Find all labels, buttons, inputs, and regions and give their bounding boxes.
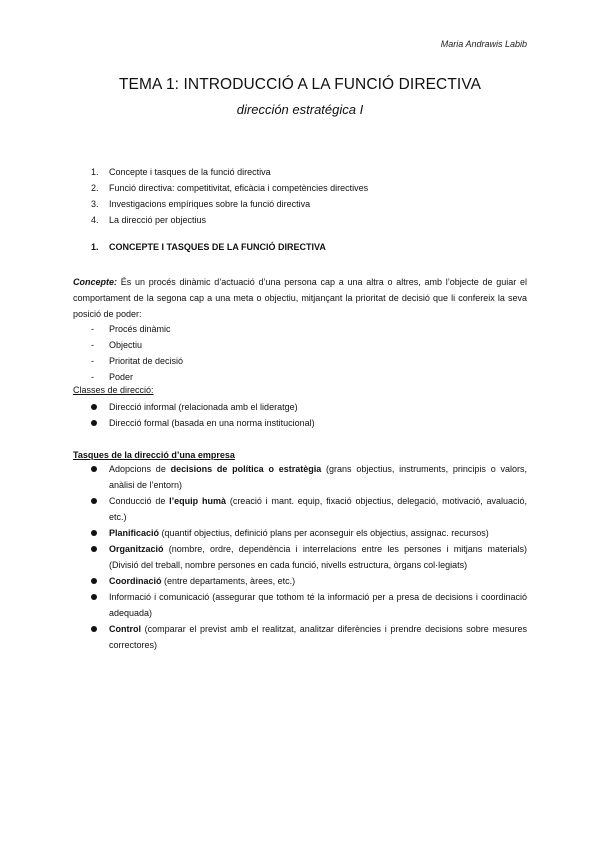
tasks-heading: Tasques de la direcció d’una empresa bbox=[73, 450, 235, 460]
bullet-icon bbox=[91, 594, 97, 600]
list-item-text: Direcció informal (relacionada amb el lideratge) bbox=[109, 402, 298, 412]
concept-label: Concepte: bbox=[73, 277, 118, 287]
bullet-icon bbox=[91, 420, 97, 426]
bullet-icon bbox=[91, 530, 97, 536]
task-keyword: Coordinació bbox=[109, 576, 162, 586]
list-item bbox=[91, 399, 315, 415]
toc-item-number: 2. bbox=[91, 183, 99, 193]
toc-item-number: 3. bbox=[91, 199, 99, 209]
task-keyword: decisions de política o estratègia bbox=[170, 464, 322, 474]
toc-item bbox=[91, 212, 368, 228]
list-item bbox=[91, 525, 527, 541]
toc-item-label: Investigacions empíriques sobre la funció directiva bbox=[109, 199, 311, 209]
toc-item-number: 4. bbox=[91, 215, 99, 225]
list-item bbox=[91, 321, 183, 337]
toc-item-label: La direcció per objectius bbox=[109, 215, 207, 225]
list-item bbox=[91, 541, 527, 573]
task-text: Adopcions de bbox=[109, 464, 171, 474]
section-title: CONCEPTE I TASQUES DE LA FUNCIÓ DIRECTIVA bbox=[109, 242, 326, 252]
page-title: TEMA 1: INTRODUCCIÓ A LA FUNCIÓ DIRECTIVA bbox=[118, 76, 482, 93]
task-keyword: Control bbox=[109, 624, 141, 634]
list-item bbox=[91, 589, 527, 621]
list-item-text: Prioritat de decisió bbox=[109, 356, 184, 366]
classes-list bbox=[91, 399, 315, 431]
list-item bbox=[91, 461, 527, 493]
classes-heading: Classes de direcció: bbox=[73, 385, 154, 395]
list-item bbox=[91, 493, 527, 525]
tasks-list bbox=[91, 461, 527, 653]
list-item-text: Poder bbox=[109, 372, 134, 382]
list-item bbox=[91, 415, 315, 431]
bullet-icon bbox=[91, 404, 97, 410]
task-detail: (creació i mant. equip, fixació objectius, delegació, motivació, avaluació, etc.) bbox=[109, 496, 527, 522]
table-of-contents bbox=[91, 164, 368, 228]
task-keyword: l’equip humà bbox=[169, 496, 226, 506]
dash-marker: - bbox=[91, 324, 94, 334]
toc-item-number: 1. bbox=[91, 167, 99, 177]
list-item bbox=[91, 353, 183, 369]
bullet-icon bbox=[91, 626, 97, 632]
bullet-icon bbox=[91, 466, 97, 472]
section-number: 1. bbox=[91, 242, 99, 252]
list-item-text: Direcció formal (basada en una norma institucional) bbox=[109, 418, 315, 428]
list-item-text: Objectiu bbox=[109, 340, 143, 350]
task-detail: (nombre, ordre, dependència i interrelacions entre les persones i mitjans materials) (Divisió del treball, nombre persones en cada funció, nivells estructura, òrgans col·legiats) bbox=[109, 544, 527, 570]
toc-item-label: Funció directiva: competitivitat, eficàcia i competències directives bbox=[109, 183, 369, 193]
list-item bbox=[91, 621, 527, 653]
task-detail: (quantif objectius, definició plans per aconseguir els objectius, assignac. recursos) bbox=[159, 528, 489, 538]
concept-paragraph bbox=[73, 274, 527, 322]
task-detail: (comparar el previst amb el realitzat, analitzar diferències i prendre decisions sobre mesures correctores) bbox=[109, 624, 527, 650]
bullet-icon bbox=[91, 498, 97, 504]
toc-item bbox=[91, 196, 368, 212]
dash-marker: - bbox=[91, 340, 94, 350]
task-keyword: Organització bbox=[109, 544, 164, 554]
task-text: Conducció de bbox=[109, 496, 170, 506]
concept-text: És un procés dinàmic d’actuació d’una persona cap a una altra o altres, amb l’objecte de guiar el comportament de la segona cap a una meta o objectiu, mitjançant la prioritat de decisió que li confereix la seva posició de poder: bbox=[73, 277, 527, 319]
toc-item-label: Concepte i tasques de la funció directiva bbox=[109, 167, 271, 177]
task-detail: (entre departaments, àrees, etc.) bbox=[161, 576, 296, 586]
task-detail: (grans objectius, instruments, principis o valors, anàlisi de l’entorn) bbox=[109, 464, 528, 490]
section-heading bbox=[91, 242, 326, 252]
toc-item bbox=[91, 164, 368, 180]
dash-marker: - bbox=[91, 356, 94, 366]
toc-item bbox=[91, 180, 368, 196]
list-item-text: Procés dinàmic bbox=[109, 324, 171, 334]
list-item bbox=[91, 337, 183, 353]
bullet-icon bbox=[91, 546, 97, 552]
dash-marker: - bbox=[91, 372, 94, 382]
author-name: Maria Andrawis Labib bbox=[440, 39, 527, 49]
list-item bbox=[91, 369, 183, 385]
concept-elements-list bbox=[91, 321, 183, 385]
task-keyword: Planificació bbox=[109, 528, 160, 538]
page-subtitle: dirección estratégica I bbox=[236, 102, 364, 117]
list-item bbox=[91, 573, 527, 589]
task-text: Informació i comunicació (assegurar que tothom té la informació per a presa de decisions i coordinació adequada) bbox=[109, 592, 527, 618]
bullet-icon bbox=[91, 578, 97, 584]
